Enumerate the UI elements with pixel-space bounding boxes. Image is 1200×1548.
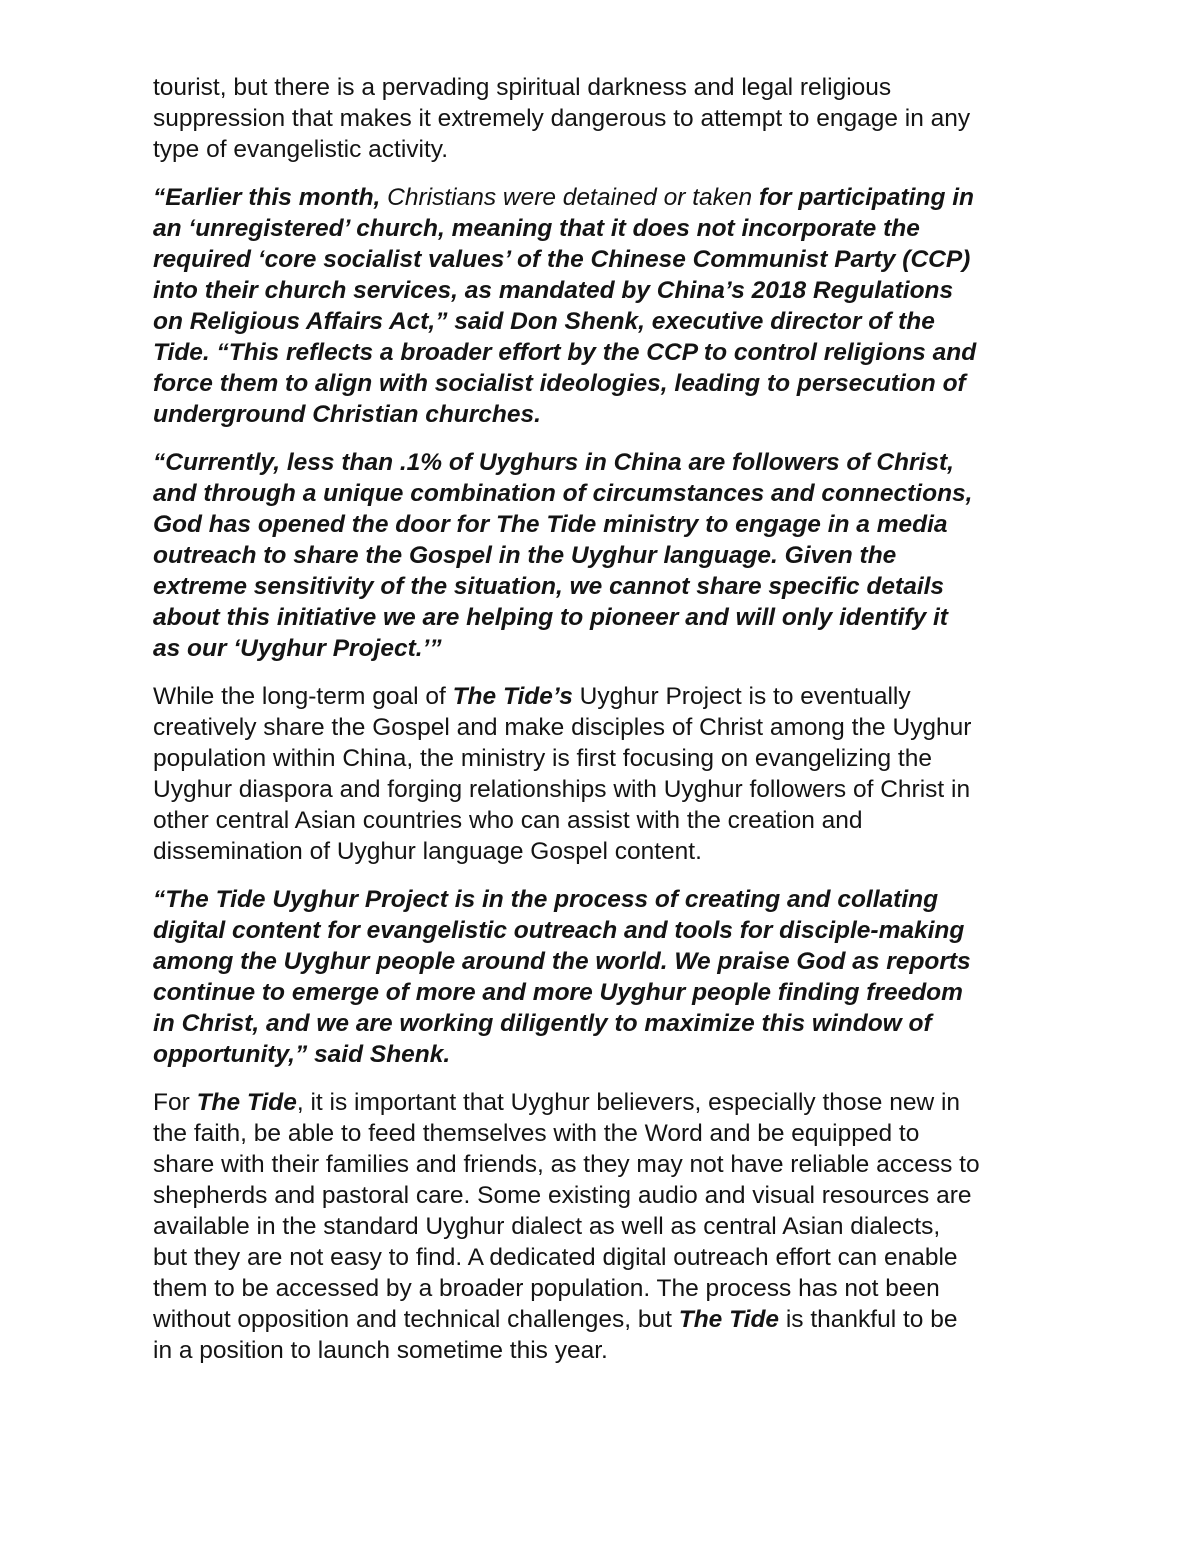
text-bold-italic: The Tide’s <box>452 683 573 710</box>
text-regular: , it is important that Uyghur believers, especially those new in the faith, be able to feed themselves with the Word and be equipped to share with their families and friends, as they may not have reliable access to shepherds and pastoral care. Some existing audio and visual resources are available in the standard Uyghur dialect as well as central Asian dialects, but they are not easy to find. A dedicated digital outreach effort can enable them to be accessed by a broader population. The process has not been without opposition and technical challenges, but <box>153 1089 980 1333</box>
text-regular: tourist, but there is a pervading spiritual darkness and legal religious suppression that makes it extremely dangerous to attempt to engage in any type of evangelistic activity. <box>153 74 971 163</box>
document-page <box>153 72 1053 1383</box>
paragraph-quote-project <box>153 884 1053 1070</box>
text-bold-italic: The Tide <box>678 1306 780 1333</box>
text-regular: While the long-term goal of <box>153 683 453 710</box>
text-bold-italic: for participating in an ‘unregistered’ church, meaning that it does not incorporate the required ‘core socialist values’ of the Chinese Communist Party (CCP) into their church services, as mandated by China’s 2018 Regulations on Religious Affairs Act,” said Don Shenk, executive director of the Tide. “This reflects a broader effort by the CCP to control religions and force them to align with socialist ideologies, leading to persecution of underground Christian churches. <box>153 184 977 428</box>
paragraph-quote-uyghurs <box>153 447 1053 664</box>
text-regular: For <box>153 1089 197 1116</box>
text-regular: is thankful to be in a position to launch sometime this year. <box>153 1306 958 1364</box>
text-bold-italic: “Earlier this month, <box>153 184 381 211</box>
paragraph-closing <box>153 1087 1053 1366</box>
text-italic: Christians were detained or taken <box>380 184 759 211</box>
text-bold-italic: “Currently, less than .1% of Uyghurs in China are followers of Christ, and through a unique combination of circumstances and connections, God has opened the door for The Tide ministry to engage in a media outreach to share the Gospel in the Uyghur language. Given the extreme sensitivity of the situation, we cannot share specific details about this initiative we are helping to pioneer and will only identify it as our ‘Uyghur Project.’” <box>153 449 973 662</box>
text-regular: Uyghur Project is to eventually creatively share the Gospel and make disciples of Christ among the Uyghur population within China, the ministry is first focusing on evangelizing the Uyghur diaspora and forging relationships with Uyghur followers of Christ in other central Asian countries who can assist with the creation and dissemination of Uyghur language Gospel content. <box>153 683 972 865</box>
paragraph-intro <box>153 72 1053 165</box>
paragraph-long-term-goal <box>153 681 1053 867</box>
paragraph-quote-detentions <box>153 182 1053 430</box>
text-bold-italic: The Tide <box>196 1089 297 1116</box>
text-bold-italic: “The Tide Uyghur Project is in the process of creating and collating digital content for evangelistic outreach and tools for disciple-making among the Uyghur people around the world. We praise God as reports continue to emerge of more and more Uyghur people finding freedom in Christ, and we are working diligently to maximize this window of opportunity,” said Shenk. <box>153 886 971 1068</box>
